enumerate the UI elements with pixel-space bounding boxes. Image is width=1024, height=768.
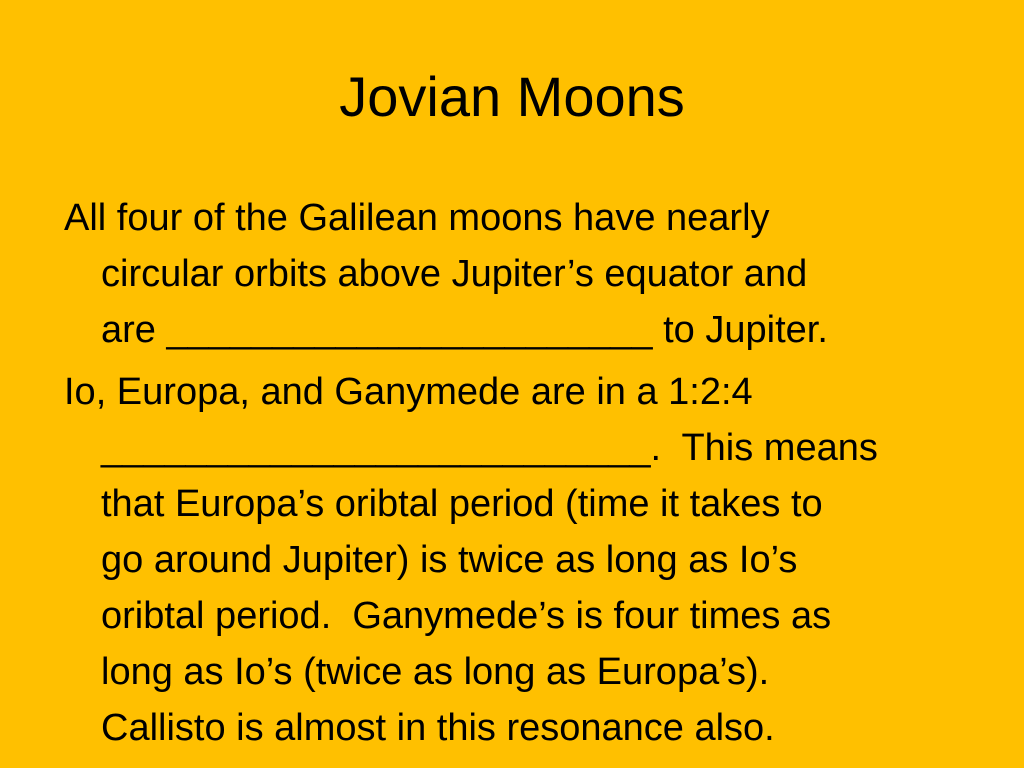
- paragraph-orbits: [64, 190, 1024, 358]
- body-line: are _______________________ to Jupiter.: [101, 309, 828, 351]
- slide-title: Jovian Moons: [339, 65, 685, 128]
- body-line: __________________________. This means: [101, 427, 878, 469]
- body-line: Io, Europa, and Ganymede are in a 1:2:4: [64, 371, 753, 413]
- body-line: circular orbits above Jupiter’s equator and: [101, 253, 808, 295]
- body-line: oribtal period. Ganymede’s is four times as: [101, 595, 832, 637]
- body-line: long as Io’s (twice as long as Europa’s).: [101, 651, 770, 693]
- body-line: go around Jupiter) is twice as long as Io’s: [101, 539, 798, 581]
- body-line: Callisto is almost in this resonance also.: [101, 707, 775, 749]
- paragraph-resonance: [64, 364, 1024, 756]
- body-line: that Europa’s oribtal period (time it takes to: [101, 483, 823, 525]
- slide-body: [64, 190, 1024, 762]
- body-line: All four of the Galilean moons have nearly: [64, 197, 770, 239]
